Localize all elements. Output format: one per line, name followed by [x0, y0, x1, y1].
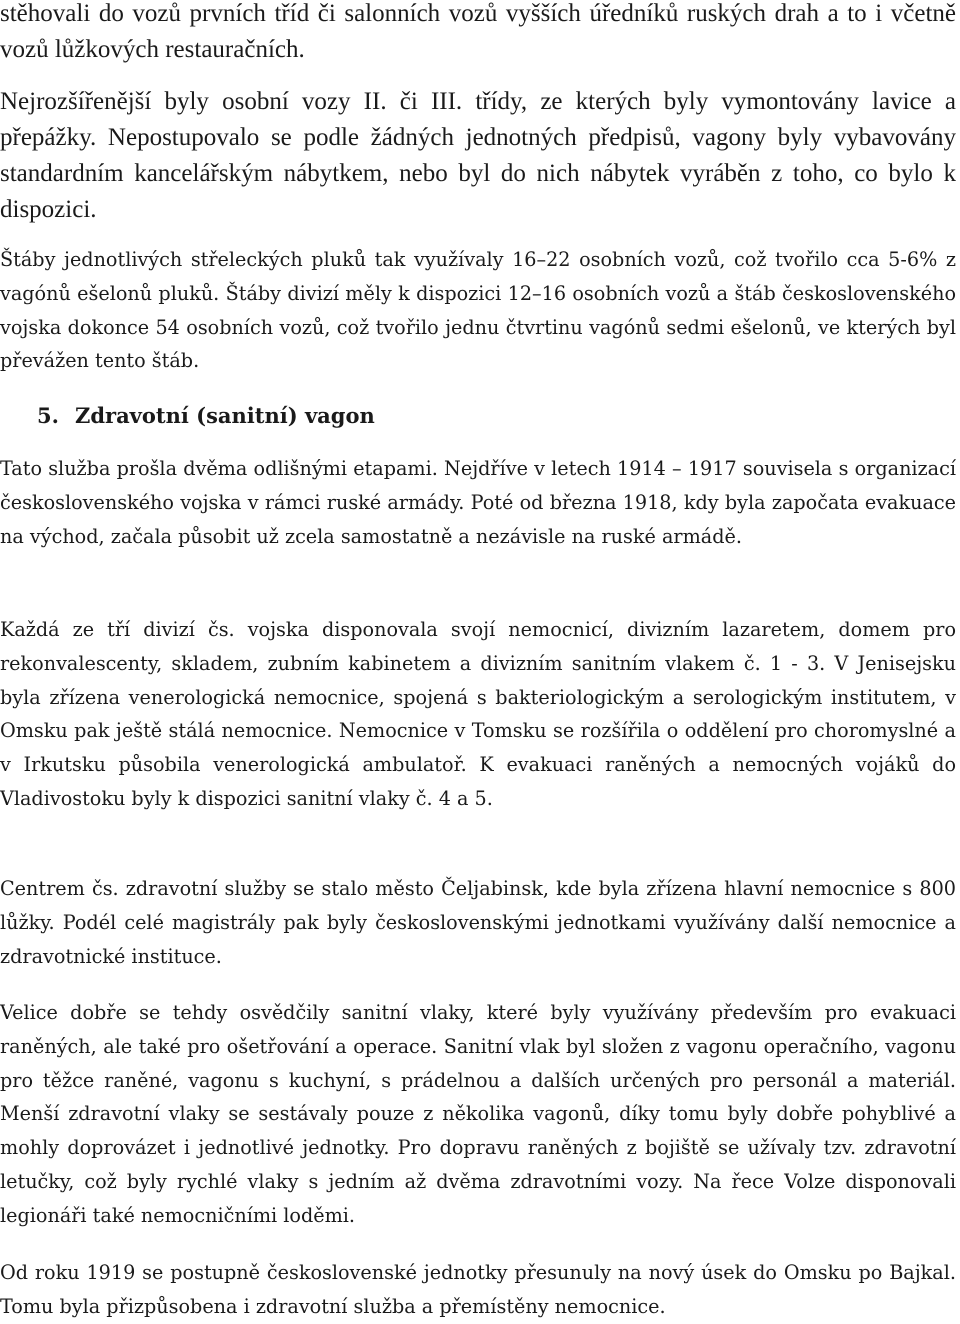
paragraph-passenger-cars: Nejrozšířenější byly osobní vozy II. či III. třídy, ze kterých byly vymontovány lavice a přepážky. Nepostupovalo se podle žádných jednotných předpisů, vagony byly vybavovány standardním kancelářským nábytkem, nebo byl do nich nábytek vyráběn z toho, co bylo k dispozici. — [0, 88, 956, 223]
paragraph-service-stages: Tato služba prošla dvěma odlišnými etapami. Nejdříve v letech 1914 – 1917 souvisela s organizací československého vojska v rámci ruské armády. Poté od března 1918, kdy byla započata evakuace na východ, začala působit už zcela samostatně a nezávisle na ruské armádě. — [0, 457, 956, 548]
paragraph-1919: Od roku 1919 se postupně československé jednotky přesunuly na nový úsek do Omsku po Bajkal. Tomu byla přizpůsobena i zdravotní služba a přemístěny nemocnice. — [0, 1261, 956, 1318]
paragraph-divisions: Každá ze tří divizí čs. vojska disponovala svojí nemocnicí, divizním lazaretem, domem pro rekonvalescenty, skladem, zubním kabinetem a divizním sanitním vlakem č. 1 - 3. V Jenisejsku byla zřízena venerologická nemocnice, spojená s bakteriologickým a serologickým institutem, v Omsku pak ještě stálá nemocnice. Nemocnice v Tomsku se rozšířila o oddělení pro choromyslné a v Irkutsku působila venerologická ambulatoř. K evakuaci raněných a nemocných vojáků do Vladivostoku byly k dispozici sanitní vlaky č. 4 a 5. — [0, 618, 956, 810]
section-number: 5. — [37, 403, 59, 428]
section-title: Zdravotní (sanitní) vagon — [75, 403, 375, 428]
section-heading — [37, 400, 375, 432]
paragraph-intro: stěhovali do vozů prvních tříd či salonních vozů vyšších úředníků ruských drah a to i včetně vozů lůžkových restauračních. — [0, 0, 956, 63]
paragraph-chelyabinsk: Centrem čs. zdravotní služby se stalo město Čeljabinsk, kde byla zřízena hlavní nemocnice s 800 lůžky. Podél celé magistrály pak byly československými jednotkami využívány další nemocnice a zdravotnické instituce. — [0, 877, 956, 968]
paragraph-sanitary-trains: Velice dobře se tehdy osvědčily sanitní vlaky, které byly využívány především pro evakuaci raněných, ale také pro ošetřování a operace. Sanitní vlak byl složen z vagonu operačního, vagonu pro těžce raněné, vagonu s kuchyní, s prádelnou a dalších určených pro personál a materiál. Menší zdravotní vlaky se sestávaly pouze z několika vagonů, díky tomu byly dobře pohyblivé a mohly doprovázet i jednotlivé jednotky. Pro dopravu raněných z bojiště se užívaly tzv. zdravotní letučky, což byly rychlé vlaky s jedním až dvěma zdravotními vozy. Na řece Volze disponovali legionáři také nemocničními loděmi. — [0, 1001, 956, 1227]
paragraph-staffs: Štáby jednotlivých střeleckých pluků tak využívaly 16–22 osobních vozů, což tvořilo cca 5-6% z vagónů ešelonů pluků. Štáby divizí měly k dispozici 12–16 osobních vozů a štáb československého vojska dokonce 54 osobních vozů, což tvořilo jednu čtvrtinu vagónů sedmi ešelonů, ve kterých byl převážen tento štáb. — [0, 248, 956, 373]
